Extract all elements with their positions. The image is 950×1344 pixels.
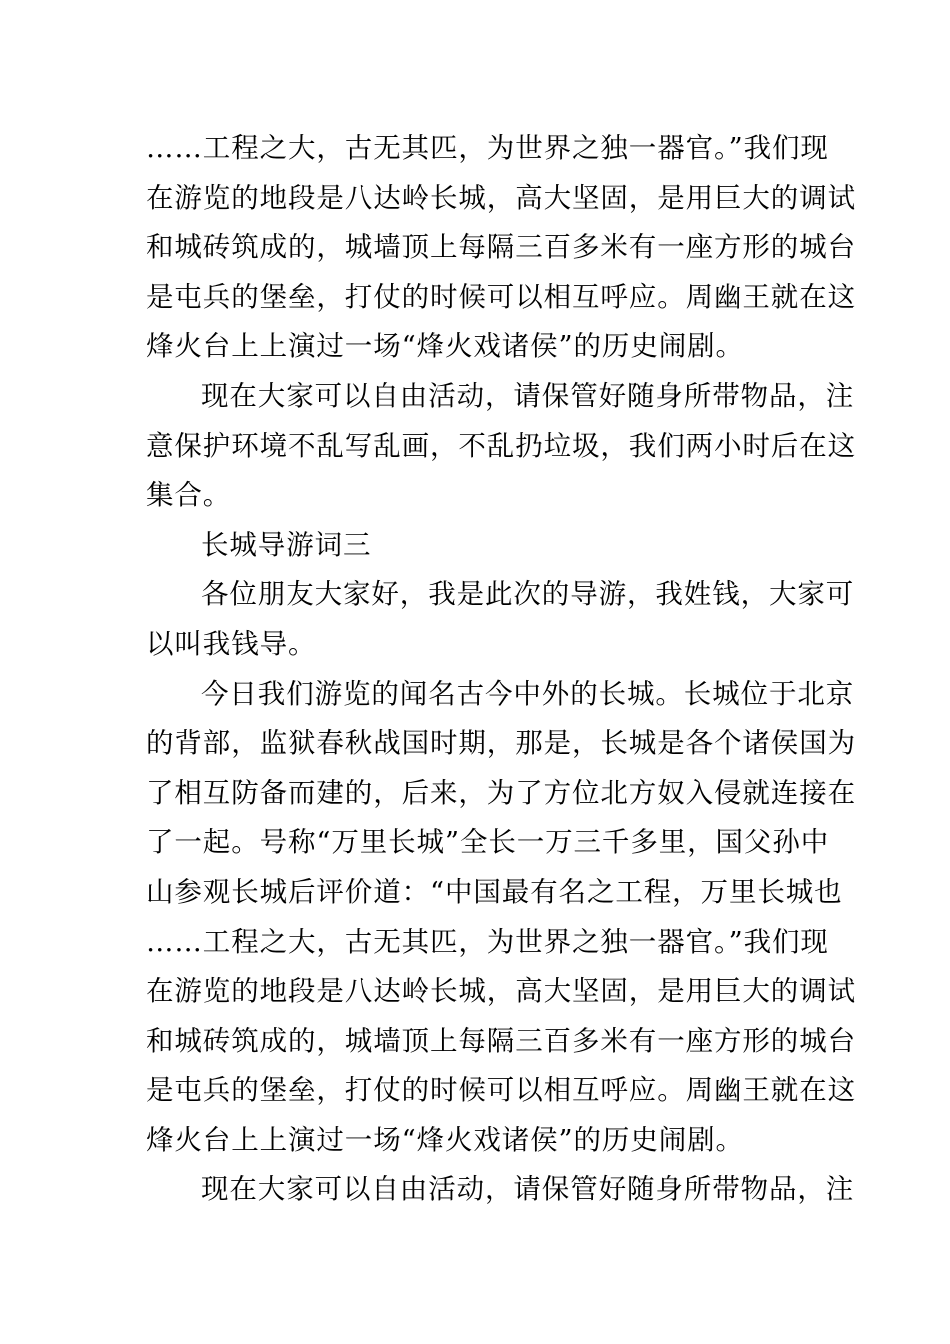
text-line: 集合。	[146, 479, 232, 512]
text-line: ……工程之大，古无其匹，为世界之独一器官。”我们现	[146, 925, 829, 958]
text-line: 今日我们游览的闻名古今中外的长城。长城位于北京	[201, 677, 855, 710]
text-line: 各位朋友大家好，我是此次的导游，我姓钱，大家可	[201, 578, 855, 611]
text-line: 在游览的地段是八达岭长城，高大坚固，是用巨大的调试	[146, 181, 856, 214]
text-line: 了一起。号称“万里长城”全长一万三千多里，国父孙中	[146, 826, 830, 859]
text-line: 在游览的地段是八达岭长城，高大坚固，是用巨大的调试	[146, 975, 856, 1008]
text-line: 以叫我钱导。	[146, 627, 317, 660]
text-line: 是屯兵的堡垒，打仗的时候可以相互呼应。周幽王就在这	[146, 280, 856, 313]
text-line: 烽火台上上演过一场“烽火戏诸侯”的历史闹剧。	[146, 330, 744, 363]
text-line: 的背部，监狱春秋战国时期，那是，长城是各个诸侯国为	[146, 727, 856, 760]
document-body	[146, 124, 856, 1215]
text-line: 烽火台上上演过一场“烽火戏诸侯”的历史闹剧。	[146, 1123, 744, 1156]
text-line: 现在大家可以自由活动，请保管好随身所带物品，注	[201, 1173, 855, 1206]
text-line: 和城砖筑成的，城墙顶上每隔三百多米有一座方形的城台	[146, 231, 856, 264]
text-line: 了相互防备而建的，后来，为了方位北方奴入侵就连接在	[146, 776, 856, 809]
text-line: 意保护环境不乱写乱画，不乱扔垃圾，我们两小时后在这	[146, 429, 856, 462]
text-line: ……工程之大，古无其匹，为世界之独一器官。”我们现	[146, 132, 829, 164]
text-line: 和城砖筑成的，城墙顶上每隔三百多米有一座方形的城台	[146, 1024, 856, 1057]
text-line: 现在大家可以自由活动，请保管好随身所带物品，注	[201, 379, 855, 412]
text-line: 山参观长城后评价道：“中国最有名之工程，万里长城也	[146, 875, 843, 908]
section-heading: 长城导游词三	[201, 528, 372, 561]
text-line: 是屯兵的堡垒，打仗的时候可以相互呼应。周幽王就在这	[146, 1074, 856, 1107]
